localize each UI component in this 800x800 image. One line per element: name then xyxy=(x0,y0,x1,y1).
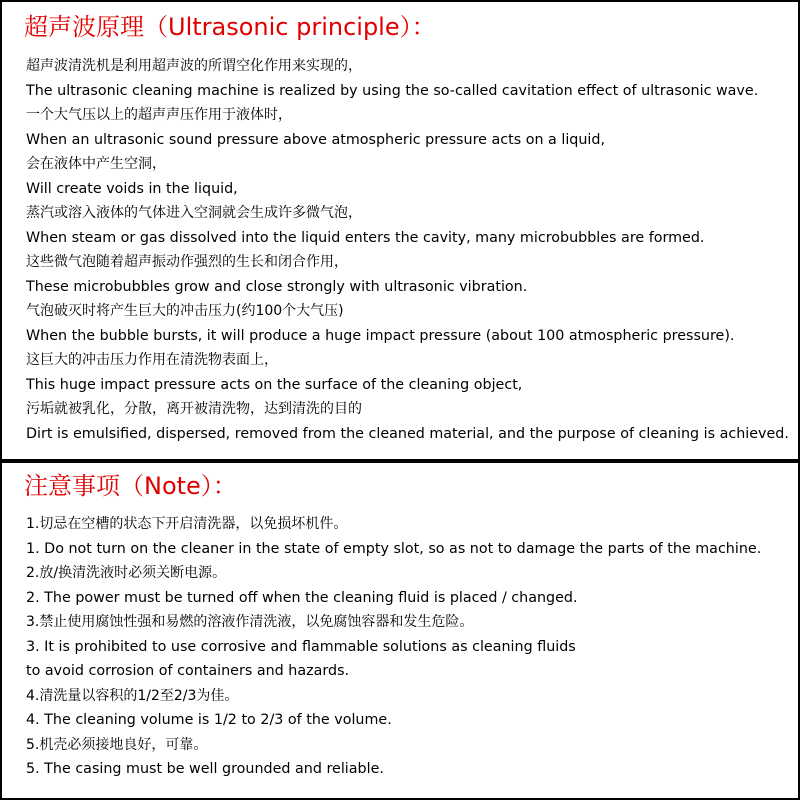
text-line: 3.禁止使用腐蚀性强和易燃的溶液作清洗液，以免腐蚀容器和发生危险。 xyxy=(26,614,474,630)
text-line: When the bubble bursts, it will produce a huge impact pressure (about 100 atmospheric pressure). xyxy=(26,327,735,344)
text-line: 超声波清洗机是利用超声波的所谓空化作用来实现的， xyxy=(26,58,362,74)
text-line: 2.放/换清洗液时必须关断电源。 xyxy=(26,565,227,581)
text-line: 这些微气泡随着超声振动作强烈的生长和闭合作用， xyxy=(26,254,348,270)
text-line: 1.切忌在空槽的状态下开启清洗器，以免损坏机件。 xyxy=(26,516,348,532)
text-line: The ultrasonic cleaning machine is realized by using the so-called cavitation effect of ultrasonic wave. xyxy=(26,82,759,99)
note-title: 注意事项（Note）： xyxy=(24,472,237,500)
text-line: 4.清洗量以容积的1/2至2/3为佳。 xyxy=(26,687,239,704)
text-line: 气泡破灭时将产生巨大的冲击压力(约100个大气压) xyxy=(26,303,344,319)
text-line: 4. The cleaning volume is 1/2 to 2/3 of the volume. xyxy=(26,712,392,728)
text-line: 一个大气压以上的超声声压作用于液体时， xyxy=(26,107,292,123)
text-line: 1. Do not turn on the cleaner in the state of empty slot, so as not to damage the parts of the machine. xyxy=(26,540,762,557)
text-line: 3. It is prohibited to use corrosive and flammable solutions as cleaning fluids xyxy=(26,638,576,655)
text-line: 5.机壳必须接地良好，可靠。 xyxy=(26,736,208,753)
text-line: When an ultrasonic sound pressure above atmospheric pressure acts on a liquid, xyxy=(26,131,606,148)
text-line: Dirt is emulsified, dispersed, removed from the cleaned material, and the purpose of cleaning is achieved. xyxy=(26,425,789,442)
text-line: This huge impact pressure acts on the surface of the cleaning object, xyxy=(26,376,523,393)
principle-title: 超声波原理（Ultrasonic principle）： xyxy=(24,13,436,41)
text-line: 这巨大的冲击压力作用在清洗物表面上， xyxy=(26,352,278,368)
note-text xyxy=(26,512,788,782)
text-line: These microbubbles grow and close strongly with ultrasonic vibration. xyxy=(26,278,528,295)
text-line: When steam or gas dissolved into the liquid enters the cavity, many microbubbles are formed. xyxy=(26,229,705,246)
principle-text xyxy=(26,54,788,446)
text-line: 2. The power must be turned off when the cleaning fluid is placed / changed. xyxy=(26,589,578,606)
text-line: Will create voids in the liquid, xyxy=(26,180,238,197)
text-line: 5. The casing must be well grounded and reliable. xyxy=(26,761,384,777)
note-panel xyxy=(0,461,800,800)
text-line: 污垢就被乳化，分散，离开被清洗物，达到清洗的目的 xyxy=(26,401,362,417)
text-line: to avoid corrosion of containers and hazards. xyxy=(26,663,350,679)
text-line: 蒸汽或溶入液体的气体进入空洞就会生成许多微气泡， xyxy=(26,205,362,221)
text-line: 会在液体中产生空洞， xyxy=(26,156,166,172)
